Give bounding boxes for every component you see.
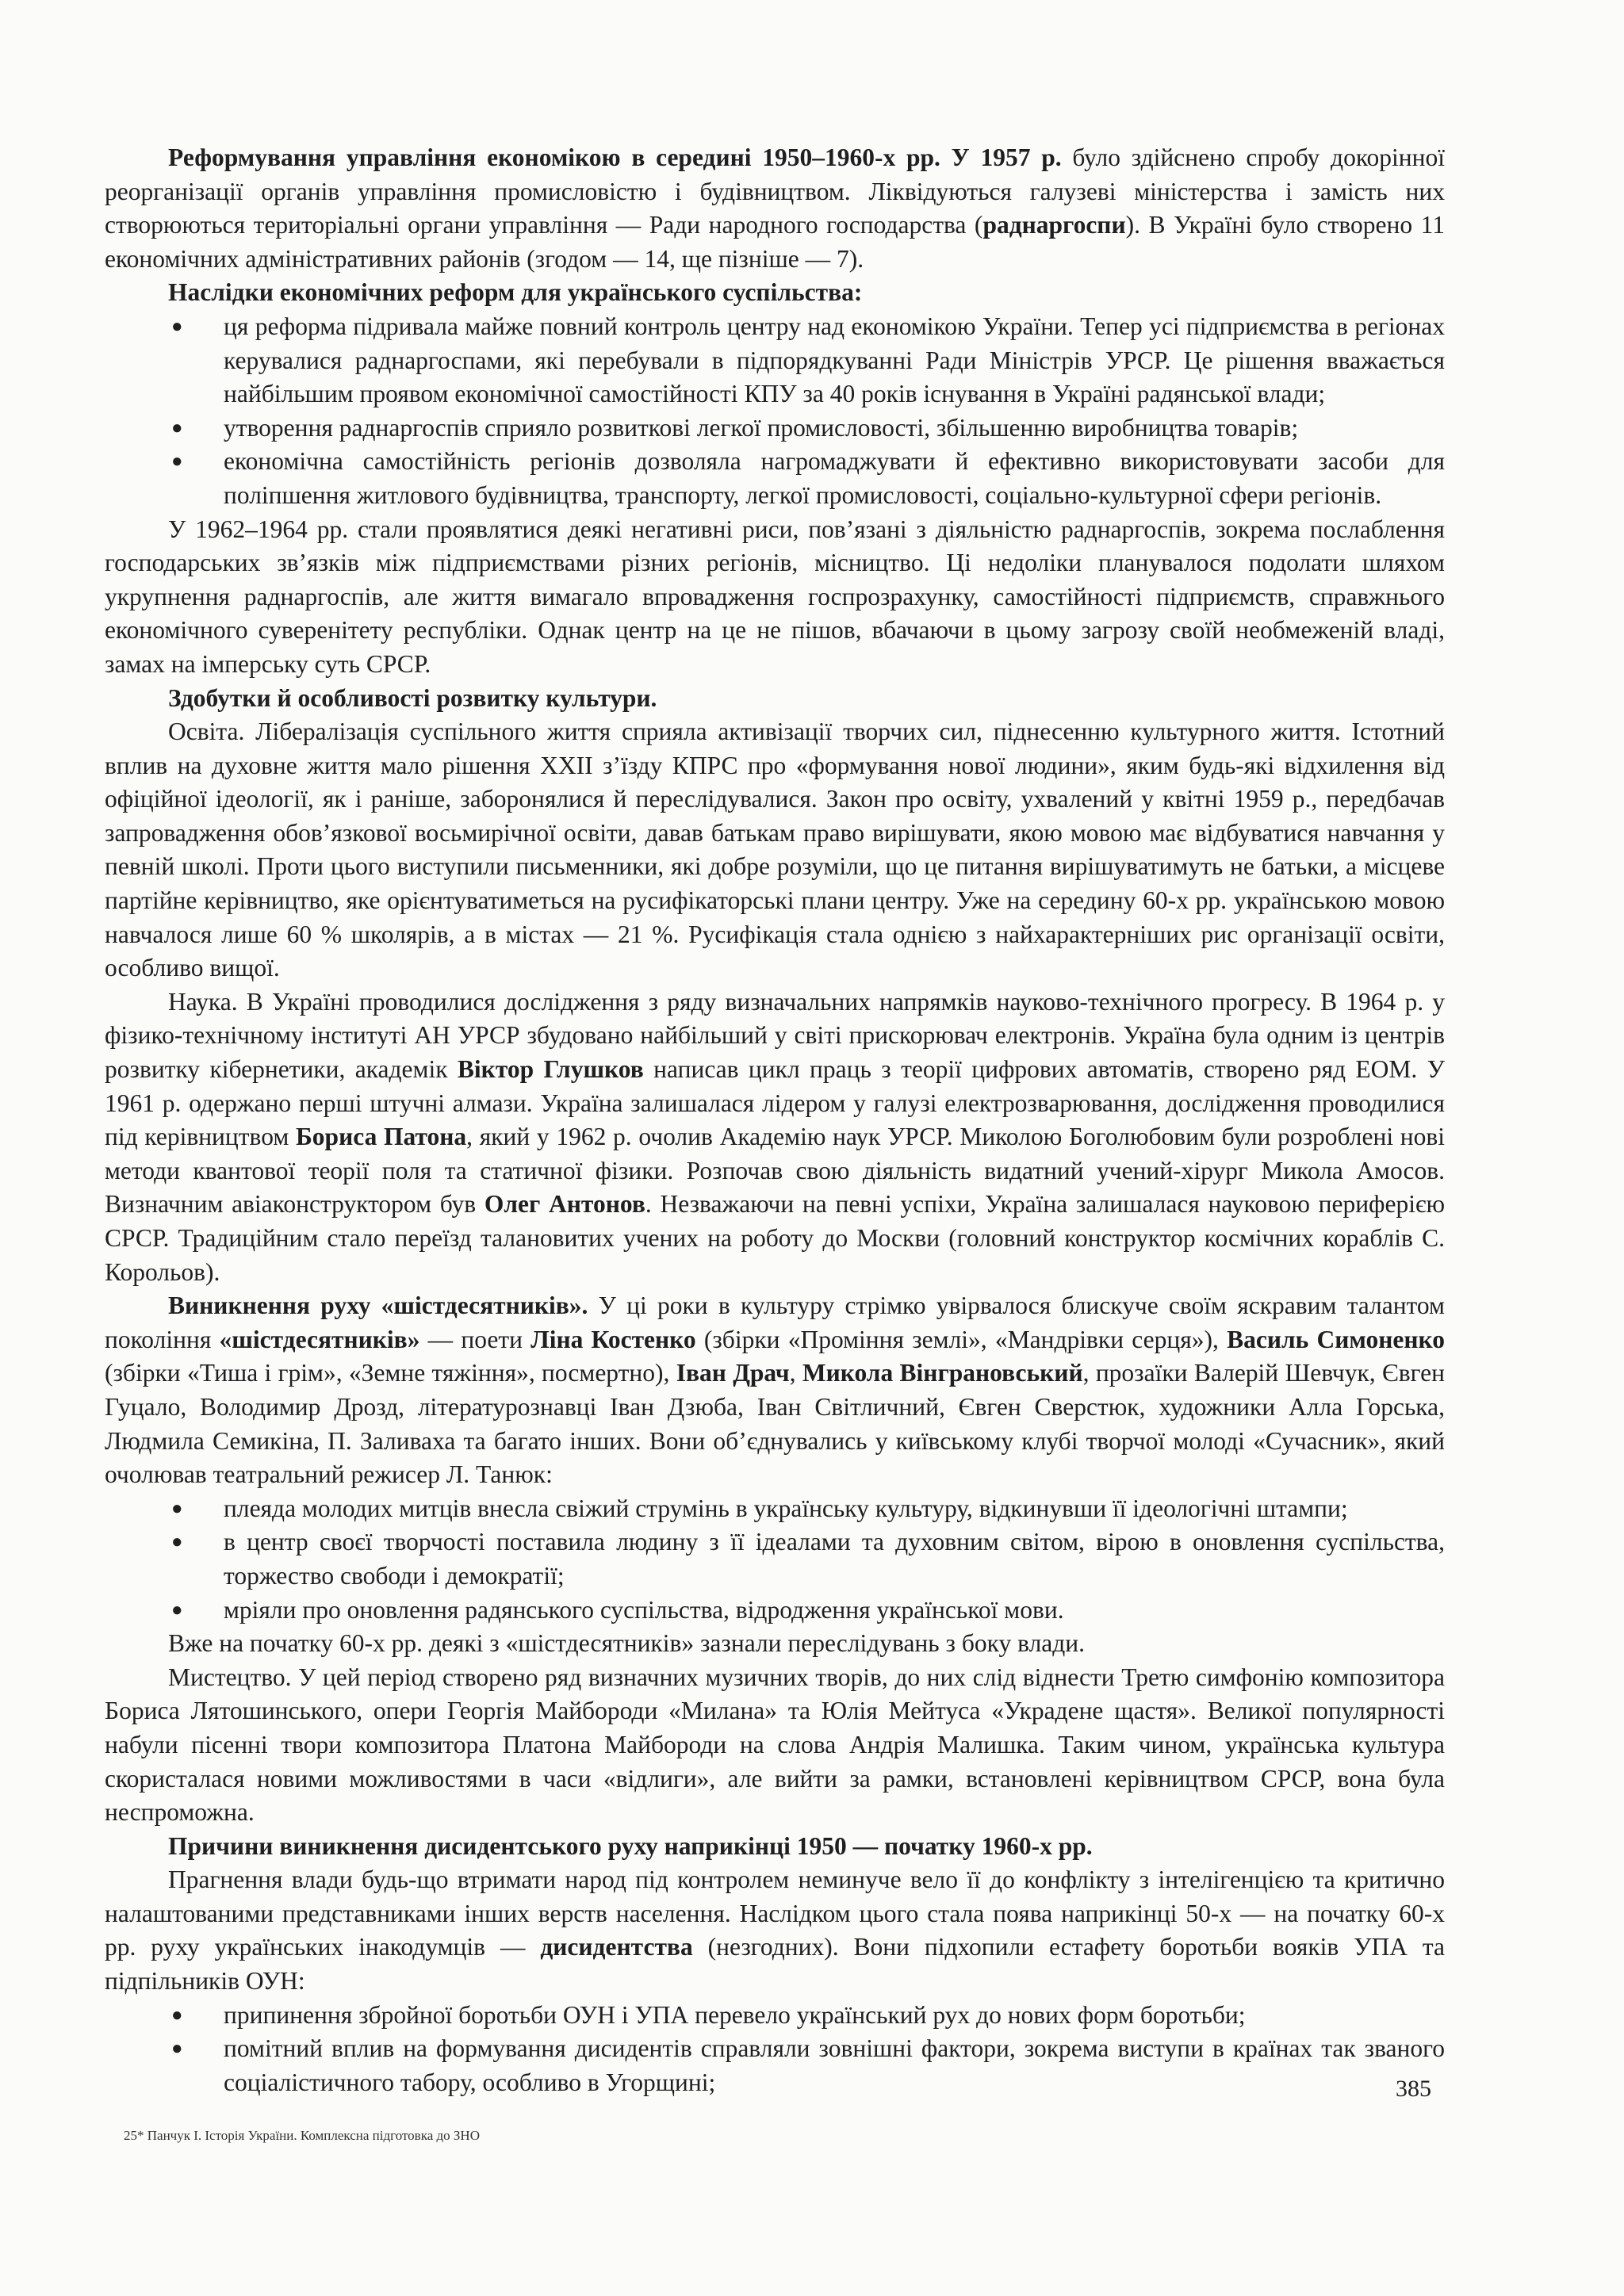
section-title-economy-reform: Реформування управління економікою в середині 1950–1960-х рр.	[168, 144, 940, 171]
term-radnarhospy: раднаргоспи	[982, 211, 1126, 239]
list-item	[105, 445, 1445, 512]
text-fragment: . Незважаючи на певні успіхи, Україна залишалася науковою периферією СРСР. Традиційним стало переїзд талановитих учених на роботу до Москви (головний конструктор космічних кораблів С. Корольов).	[105, 1190, 1445, 1286]
dissidents-list	[105, 1999, 1445, 2100]
bullet-icon: ●	[171, 417, 183, 438]
text-fragment: (збірки «Тиша і грім», «Земне тяжіння», посмертно),	[105, 1359, 676, 1387]
consequences-list	[105, 310, 1445, 513]
text-fragment: Наука. В Україні проводилися дослідження з ряду визначальних напрямків науково-технічного прогресу. В 1964 р. у фізико-технічному інституті АН УРСР збудовано найбільший у світі прискорювач електронів. Україна була одним із центрів розвитку кібернетики, академік	[105, 987, 1445, 1084]
bullet-icon: ●	[171, 2038, 183, 2060]
list-item	[105, 2032, 1445, 2099]
name-vinhranovskyi: Микола Вінграновський	[802, 1359, 1083, 1387]
name-antonov: Олег Антонов	[484, 1190, 645, 1219]
paragraph-shistdesiatnyky	[105, 1289, 1445, 1492]
shistdesiatnyky-list	[105, 1492, 1445, 1627]
page-number: 385	[1396, 2076, 1431, 2102]
text-fragment: (збірки «Проміння землі», «Мандрівки серця»),	[695, 1325, 1228, 1353]
list-item	[105, 1525, 1445, 1593]
text-fragment: ,	[789, 1359, 802, 1387]
list-item-text: ця реформа підривала майже повний контроль центру над економікою України. Тепер усі підприємства в регіонах керувалися раднаргоспами, які перебували в підпорядкуванні Ради Міністрів УРСР. Це рішення вважається найбільшим проявом економічної самостійності КПУ за 40 років існування в Україні радянської влади;	[224, 312, 1445, 408]
paragraph-persecution: Вже на початку 60-х рр. деякі з «шістдесятників» зазнали переслідувань з боку влади.	[168, 1629, 1086, 1658]
section-title-shistdesiatnyky: Виникнення руху «шістдесятників».	[168, 1292, 588, 1320]
paragraph-art: Мистецтво. У цей період створено ряд визначних музичних творів, до них слід віднести Третю симфонію композитора Бориса Лятошинського, опери Георгія Майбороди «Милана» та Юлія Мейтуса «Украдене щастя». Великої популярності набули пісенні твори композитора Платона Майбороди на слова Андрія Малишка. Таким чином, українська культура скористалася новими можливостями в часи «відлиги», але вийти за рамки, встановлені керівництвом СРСР, вона була неспроможна.	[105, 1663, 1445, 1827]
name-hlushkov: Віктор Глушков	[457, 1055, 644, 1084]
list-item-text: припинення збройної боротьби ОУН і УПА перевело український рух до нових форм боротьби;	[224, 2000, 1246, 2029]
name-paton: Бориса Патона	[295, 1123, 467, 1151]
text-fragment: — поети	[419, 1325, 531, 1353]
section-title-culture: Здобутки й особливості розвитку культури.	[168, 683, 657, 712]
list-item-text: економічна самостійність регіонів дозволяла нагромаджувати й ефективно використовувати засоби для поліпшення житлового будівництва, транспорту, легкої промисловості, соціально-культурної сфери регіонів.	[224, 447, 1445, 509]
term-shistdesiatnyky: «шістдесятників»	[219, 1325, 420, 1353]
text-fragment: У ці роки в культуру стрімко увірвалося блискуче своїм яскравим талантом покоління	[105, 1292, 1445, 1353]
year-1957: У 1957 р.	[951, 144, 1062, 171]
paragraph-education: Освіта. Лібералізація суспільного життя сприяла активізації творчих сил, піднесенню культурного життя. Істотний вплив на духовне життя мало рішення XXII з’їзду КПРС про «формування нової людини», яким будь-які відхилення від офіційної ідеології, як і раніше, заборонялися й переслідувалися. Закон про освіту, ухвалений у квітні 1959 р., передбачав запровадження обов’язкової восьмирічної освіти, давав батькам право вирішувати, якою мовою має відбуватися навчання у певній школі. Проти цього виступили письменники, які добре розуміли, що це питання вирішуватимуть не батьки, а місцеве партійне керівництво, яке орієнтуватиметься на русифікаторські плани центру. Уже на середину 60-х рр. українською мовою навчалося лише 60 % школярів, а в містах — 21 %. Русифікація стала однією з найхарактерніших рис організації освіти, особливо вищої.	[105, 718, 1445, 982]
list-item	[105, 1999, 1445, 2033]
bullet-icon: ●	[171, 316, 183, 337]
text-fragment: (незгодних). Вони підхопили естафету боротьби вояків УПА та підпільників ОУН:	[105, 1933, 1446, 1996]
list-item-text: плеяда молодих митців внесла свіжий струмінь в українську культуру, відкинувши її ідеологічні штампи;	[224, 1494, 1348, 1522]
text-fragment: , прозаїки Валерій Шевчук, Євген Гуцало, Володимир Дрозд, літературознавці Іван Дзюба, Іван Світличний, Євген Сверстюк, художники Алла Горська, Людмила Семикіна, П. Заливаха та багато інших. Вони об’єднувались у київському клубі творчої молоді «Сучасник», який очолював театральний режисер Л. Танюк:	[105, 1359, 1446, 1489]
bullet-icon: ●	[171, 451, 183, 473]
page-content	[105, 141, 1445, 2099]
list-item	[105, 411, 1445, 446]
text-fragment: Прагнення влади будь-що втримати народ під контролем неминуче вело її до конфлікту з інтелігенцією та критично налаштованими представниками інших верств населення. Наслідком цього стала поява наприкінці 50-х — на початку 60-х рр. руху українських інакодумців —	[105, 1866, 1445, 1961]
paragraph-economy-reform	[105, 141, 1445, 276]
paragraph-dissidents	[105, 1863, 1445, 1998]
bullet-icon: ●	[171, 2004, 183, 2026]
list-item	[105, 1492, 1445, 1526]
name-drach: Іван Драч	[676, 1359, 790, 1387]
bullet-icon: ●	[171, 1498, 183, 1519]
text-fragment: , який у 1962 р. очолив Академію наук УРСР. Миколою Боголюбовим були розроблені нові методи квантової теорії поля та статичної фізики. Розпочав свою діяльність видатний учений-хірург Микола Амосов. Визначним авіаконструктором був	[105, 1123, 1445, 1219]
list-item	[105, 1594, 1445, 1628]
footer-source: 25* Панчук І. Історія України. Комплексна підготовка до ЗНО	[124, 2128, 480, 2143]
bullet-icon: ●	[171, 1599, 183, 1621]
text-fragment: було здійснено спробу докорінної реорганізації органів управління промисловістю і будівництвом. Ліквідуються галузеві міністерства і замість них створюються територіальні органи управління — Ради народного господарства (	[105, 144, 1445, 239]
name-symonenko: Василь Симоненко	[1227, 1325, 1445, 1353]
list-item	[105, 310, 1445, 411]
section-title-dissidents: Причини виникнення дисидентського руху наприкінці 1950 — початку 1960-х рр.	[168, 1831, 1093, 1860]
name-kostenko: Ліна Костенко	[530, 1325, 696, 1353]
paragraph-science	[105, 985, 1445, 1289]
list-item-text: помітний вплив на формування дисидентів справляли зовнішні фактори, зокрема виступи в країнах так званого соціалістичного табору, особливо в Угорщині;	[224, 2034, 1445, 2096]
section-title-consequences: Наслідки економічних реформ для українського суспільства:	[168, 278, 863, 307]
text-fragment: написав цикл праць з теорії цифрових автоматів, створено ряд ЕОМ. У 1961 р. одержано перші штучні алмази. Україна залишалася лідером у галузі електрозварювання, дослідження проводилися під керівництвом	[105, 1055, 1445, 1151]
list-item-text: утворення раднаргоспів сприяло розвиткові легкої промисловості, збільшенню виробництва товарів;	[224, 413, 1299, 442]
paragraph-negative-features: У 1962–1964 рр. стали проявлятися деякі негативні риси, пов’язані з діяльністю раднаргоспів, зокрема послаблення господарських зв’язків між підприємствами різних регіонів, місництво. Ці недоліки планувалося подолати шляхом укрупнення раднаргоспів, але життя вимагало впровадження госпрозрахунку, самостійності підприємств, справжнього економічного суверенітету республіки. Однак центр на це не пішов, вбачаючи в цьому загрозу своїй необмеженій владі, замах на імперську суть СРСР.	[105, 515, 1445, 678]
list-item-text: в центр своєї творчості поставила людину з її ідеалами та духовним світом, вірою в оновлення суспільства, торжество свободи і демократії;	[224, 1528, 1445, 1590]
term-dysydentstvo: дисидентства	[540, 1933, 693, 1961]
bullet-icon: ●	[171, 1532, 183, 1553]
text-fragment: ). В Україні було створено 11 економічних адміністративних районів (згодом — 14, ще пізніше — 7).	[105, 211, 1445, 273]
list-item-text: мріяли про оновлення радянського суспільства, відродження української мови.	[224, 1595, 1064, 1624]
